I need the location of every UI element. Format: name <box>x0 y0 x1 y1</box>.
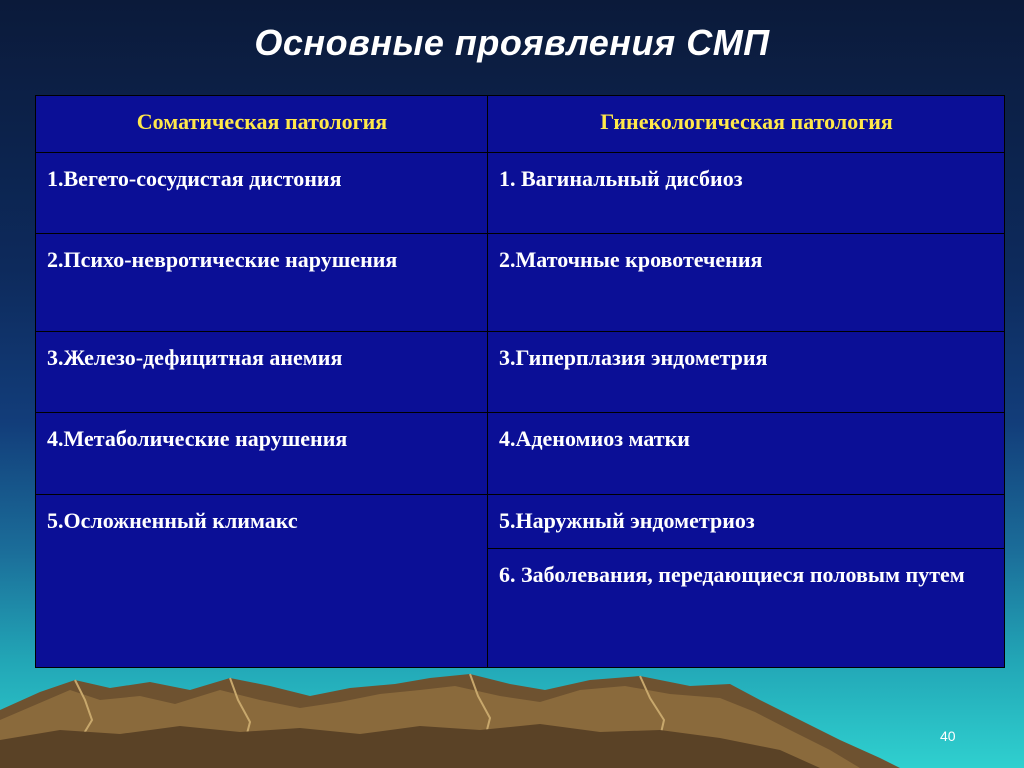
table-row <box>36 332 1005 413</box>
somatic-cell: 5.Осложненный климакс <box>36 495 488 668</box>
mountains-illustration <box>0 660 1024 768</box>
gynecologic-cell: 1. Вагинальный дисбиоз <box>488 153 1005 234</box>
table-row <box>36 234 1005 332</box>
somatic-cell: 4.Метаболические нарушения <box>36 413 488 495</box>
header-somatic: Соматическая патология <box>36 96 488 153</box>
somatic-cell: 3.Железо-дефицитная анемия <box>36 332 488 413</box>
gynecologic-cell: 6. Заболевания, передающиеся половым путем <box>488 549 1005 668</box>
slide-title: Основные проявления СМП <box>254 22 770 63</box>
pathology-table <box>35 95 1005 668</box>
somatic-cell: 2.Психо-невротические нарушения <box>36 234 488 332</box>
gynecologic-cell: 4.Аденомиоз матки <box>488 413 1005 495</box>
table-row <box>36 413 1005 495</box>
page-number: 40 <box>940 728 956 744</box>
gynecologic-cell: 3.Гиперплазия эндометрия <box>488 332 1005 413</box>
table-row <box>36 495 1005 549</box>
table-row <box>36 153 1005 234</box>
gynecologic-cell: 5.Наружный эндометриоз <box>488 495 1005 549</box>
header-gynecologic: Гинекологическая патология <box>488 96 1005 153</box>
somatic-cell: 1.Вегето-сосудистая дистония <box>36 153 488 234</box>
table-header-row <box>36 96 1005 153</box>
gynecologic-cell: 2.Маточные кровотечения <box>488 234 1005 332</box>
